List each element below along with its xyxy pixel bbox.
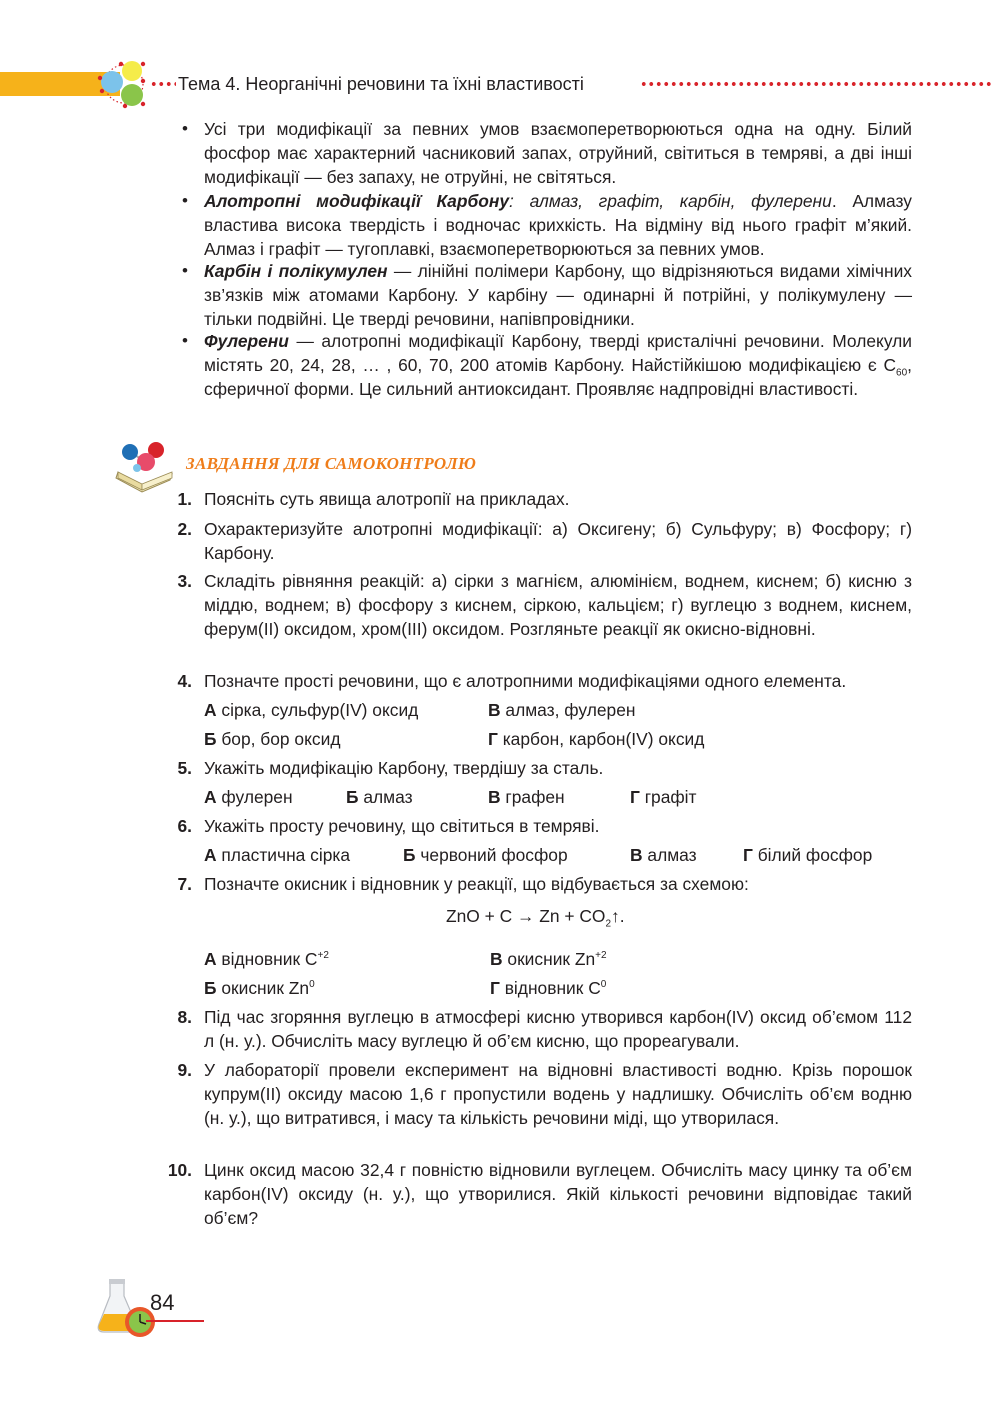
task-number: 4.	[177, 671, 192, 691]
answer-option: Г відновник $C^0$	[490, 978, 607, 998]
bullet-marker: •	[182, 191, 188, 210]
bullet-marker: •	[182, 119, 188, 138]
task-text: Укажіть просту речовину, що світиться в темряві.	[204, 816, 600, 836]
bullet-text: Фулерени — алотропні модифікації Карбону, тверді кристалічні речовини. Молекули містять 20, 24, 28, … , 60, 70, 200 атомів Карбону. Найстійкішою модифікацією є $C_{60}$, сферичної форми. Це сильний антиоксидант. Проявляє надпровідні властивості.	[204, 331, 912, 399]
reaction-formula: ZnO + $C \to Zn + CO_2↑$.	[446, 906, 625, 930]
task-number: 7.	[177, 874, 192, 894]
answer-option: Б алмаз	[346, 787, 413, 807]
section-title: ЗАВДАННЯ ДЛЯ САМОКОНТРОЛЮ	[186, 454, 477, 473]
answer-option: А пластична сірка	[204, 845, 351, 865]
page-header-title: Тема 4. Неорганічні речовини та їхні властивості	[178, 74, 584, 94]
term-carbyne: Карбін і полікумулен	[204, 261, 388, 281]
answer-option: Б бор, бор оксид	[204, 729, 341, 749]
bullet-text: Усі три модифікації за певних умов взаємоперетворюються одна на одну. Білий фосфор має характерний часниковий запах, отруйний, світиться в темряві, а дві інші модифікації — без запаху, не отруйні, не світяться.	[204, 119, 912, 187]
header-dots-right	[640, 81, 992, 87]
task-text: Позначте окисник і відновник у реакції, що відбувається за схемою:	[204, 874, 749, 894]
page-number: 84	[150, 1290, 175, 1315]
task-number: 2.	[177, 519, 192, 539]
bullet-marker: •	[182, 331, 188, 350]
task-text: Під час згоряння вуглецю в атмосфері кисню утворився карбон(IV) оксид об’ємом 112 л (н. у.). Обчисліть масу вуглецю й об’єм кисню, що прореагували.	[204, 1007, 912, 1051]
answer-option: Г графіт	[630, 787, 697, 807]
task-text: У лабораторії провели експеримент на відновні властивості водню. Крізь порошок купрум(ІІ) оксиду масою 1,6 г пропустили водень у надлишку. Обчисліть об’єм водню (н. у.), що витратився, і масу та кількість речовини міді, що утворилася.	[204, 1060, 912, 1128]
task-number: 3.	[177, 571, 192, 591]
task-text: Складіть рівняння реакцій: а) сірки з магнієм, алюмінієм, воднем, киснем; б) кисню з міддю, воднем; в) фосфору з киснем, сіркою, кальцієм; г) вуглецю з воднем, киснем, ферум(ІІ) оксидом, хром(ІІІ) оксидом. Розгляньте реакції як окисно-відновні.	[204, 571, 912, 639]
term-fullerenes: Фулерени	[204, 331, 289, 351]
answer-option: В алмаз	[630, 845, 697, 865]
task-text: Позначте прості речовини, що є алотропними модифікаціями одного елемента.	[204, 671, 847, 691]
task-text: Охарактеризуйте алотропні модифікації: а) Оксигену; б) Сульфуру; в) Фосфору; г) Карбону.	[204, 519, 912, 563]
term-list: : алмаз, графіт, карбін, фулерени	[509, 191, 832, 211]
page-number-underline	[146, 1320, 204, 1322]
bullet-text: Алотропні модифікації Карбону: алмаз, графіт, карбін, фулерени. Алмазу властива висока твердість і водночас крихкість. На відміну від нього графіт м’який. Алмаз і графіт — тугоплавкі, взаємоперетворюються за певних умов.	[204, 191, 912, 259]
molecule-decoration-icon	[92, 58, 152, 114]
answer-option: В окисник $Zn^{+2}$	[490, 949, 607, 969]
bullet-text: Карбін і полікумулен — лінійні полімери Карбону, що відрізняються видами хімічних зв’язків між атомами Карбону. У карбіну — одинарні й потрійні, у полікумулену — тільки подвійні. Це тверді речовини, напівпровідники.	[204, 261, 912, 329]
answer-option: Г білий фосфор	[743, 845, 873, 865]
task-number: 6.	[177, 816, 192, 836]
task-number: 5.	[177, 758, 192, 778]
answer-option: А фулерен	[204, 787, 293, 807]
task-number: 10.	[167, 1160, 192, 1180]
answer-option: Б червоний фосфор	[403, 845, 568, 865]
answer-option: В алмаз, фулерен	[488, 700, 636, 720]
answer-option: Г карбон, карбон(IV) оксид	[488, 729, 705, 749]
term-carbon-allotropes: Алотропні модифікації Карбону	[204, 191, 510, 211]
bullet-marker: •	[182, 261, 188, 280]
header-dots-left	[150, 81, 176, 87]
answer-option: В графен	[488, 787, 565, 807]
task-number: 8.	[177, 1007, 192, 1027]
answer-option: А відновник $C^{+2}$	[204, 949, 329, 969]
task-text: Поясніть суть явища алотропії на прикладах.	[204, 489, 570, 509]
task-number: 1.	[177, 489, 192, 509]
task-number: 9.	[177, 1060, 192, 1080]
answer-option: А сірка, сульфур(IV) оксид	[204, 700, 419, 720]
answer-option: Б окисник Zn$^0$	[204, 978, 315, 998]
task-text: Укажіть модифікацію Карбону, твердішу за сталь.	[204, 758, 604, 778]
task-text: Цинк оксид масою 32,4 г повністю відновили вуглецем. Обчисліть масу цинку та об’єм карбон(IV) оксиду (н. у.), що утворилися. Якій кількості речовини відповідає такий об’єм?	[204, 1160, 912, 1228]
